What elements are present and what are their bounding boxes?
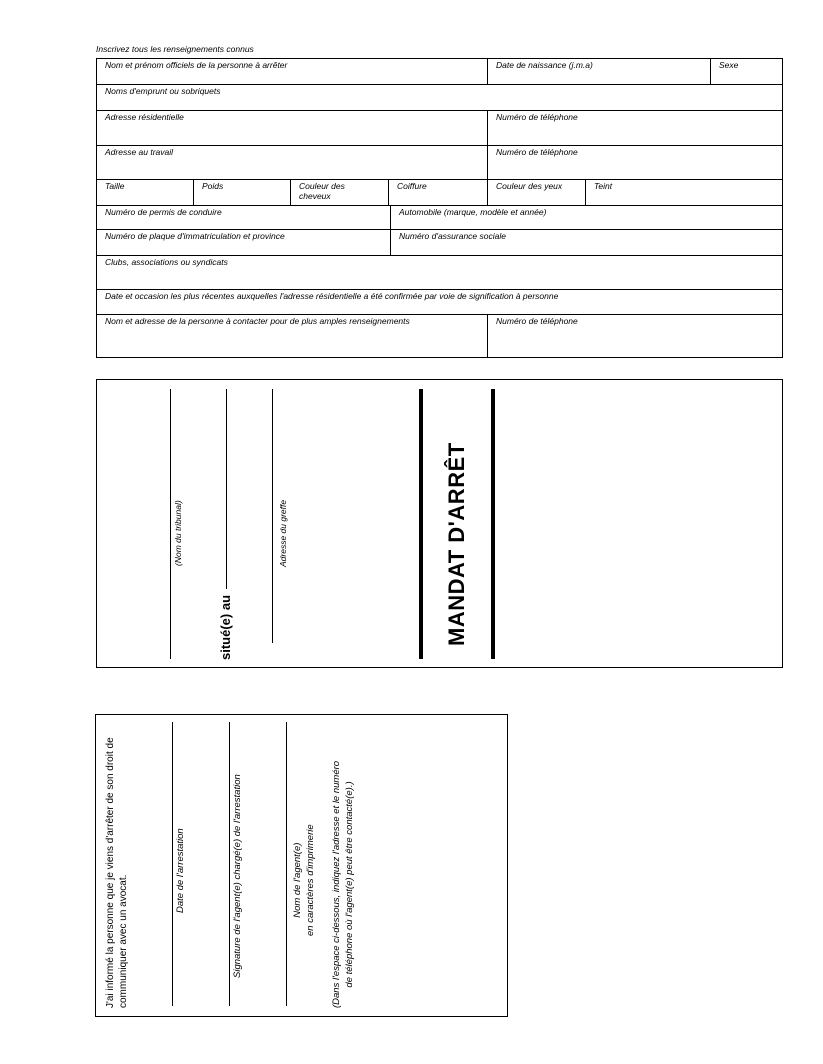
sex-field[interactable]: Sexe bbox=[711, 59, 783, 85]
vehicle-field[interactable]: Automobile (marque, modèle et année) bbox=[391, 206, 783, 230]
arrest-date-label: Date de l'arrestation bbox=[175, 828, 186, 913]
contact-phone-field[interactable]: Numéro de téléphone bbox=[488, 315, 783, 358]
eye-color-field[interactable]: Couleur des yeux bbox=[488, 180, 586, 206]
info-form bbox=[96, 58, 783, 358]
work-address-field[interactable]: Adresse au travail bbox=[97, 146, 488, 180]
located-at-label: situé(e) au bbox=[218, 594, 233, 660]
contact-field[interactable]: Nom et adresse de la personne à contacter pour de plus amples renseignements bbox=[97, 315, 488, 358]
work-phone-field[interactable]: Numéro de téléphone bbox=[488, 146, 783, 180]
warrant-cover-panel bbox=[96, 379, 783, 668]
lawyer-statement: J'ai informé la personne que je viens d'arrêter de son droit de communiquer avec un avocat. bbox=[105, 737, 129, 1008]
contact-note: (Dans l'espace ci-dessous, indiquez l'adresse et le numéro de téléphone où l'agent(e) peut être contacté(e).) bbox=[331, 760, 355, 1008]
clubs-field[interactable]: Clubs, associations ou syndicats bbox=[97, 256, 783, 290]
weight-field[interactable]: Poids bbox=[194, 180, 291, 206]
height-field[interactable]: Taille bbox=[97, 180, 194, 206]
court-name-label: (Nom du tribunal) bbox=[173, 500, 183, 566]
title-bar-left bbox=[419, 389, 423, 659]
hairstyle-field[interactable]: Coiffure bbox=[389, 180, 488, 206]
officer-name-line[interactable] bbox=[286, 722, 287, 1006]
license-field[interactable]: Numéro de permis de conduire bbox=[97, 206, 391, 230]
home-address-field[interactable]: Adresse résidentielle bbox=[97, 111, 488, 146]
sin-field[interactable]: Numéro d'assurance sociale bbox=[391, 230, 783, 256]
instructions-text: Inscrivez tous les renseignements connus bbox=[96, 44, 254, 54]
home-phone-field[interactable]: Numéro de téléphone bbox=[488, 111, 783, 146]
confirmation-field[interactable]: Date et occasion les plus récentes auxquelles l'adresse résidentielle a été confirmée par voie de signification à personne bbox=[97, 290, 783, 315]
officer-name-label: Nom de l'agent(e) en caractères d'imprimerie bbox=[292, 824, 316, 936]
warrant-title: MANDAT D'ARRÊT bbox=[444, 442, 469, 646]
arrest-date-line[interactable] bbox=[172, 722, 173, 1006]
officer-signature-label: Signature de l'agent(e) chargé(e) de l'arrestation bbox=[232, 774, 243, 978]
court-name-line[interactable] bbox=[170, 389, 171, 659]
birth-date-field[interactable]: Date de naissance (j.m.a) bbox=[488, 59, 711, 85]
hair-color-field[interactable]: Couleur des cheveux bbox=[291, 180, 389, 206]
full-name-field[interactable]: Nom et prénom officiels de la personne à arrêter bbox=[97, 59, 488, 85]
officer-signature-line[interactable] bbox=[229, 722, 230, 1006]
registry-address-label: Adresse du greffe bbox=[278, 499, 288, 567]
registry-address-line[interactable] bbox=[272, 389, 273, 643]
located-at-line[interactable] bbox=[226, 389, 227, 589]
plate-field[interactable]: Numéro de plaque d'immatriculation et province bbox=[97, 230, 391, 256]
aliases-field[interactable]: Noms d'emprunt ou sobriquets bbox=[97, 85, 783, 111]
complexion-field[interactable]: Teint bbox=[586, 180, 783, 206]
title-bar-right bbox=[491, 389, 495, 659]
